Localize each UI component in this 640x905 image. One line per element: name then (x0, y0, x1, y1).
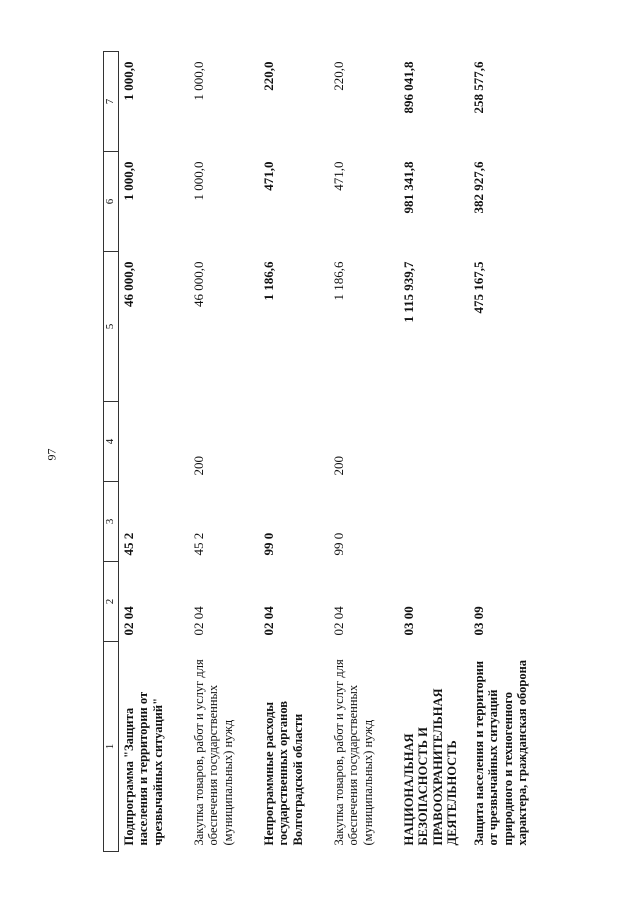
amount-col5: 46 000,0 (191, 261, 206, 307)
target-code (399, 482, 469, 562)
column-header: 7 (104, 52, 119, 152)
column-header: 3 (104, 482, 119, 562)
row-name: НАЦИОНАЛЬНАЯ БЕЗОПАСНОСТЬ И ПРАВООХРАНИТЕЛЬНАЯ ДЕЯТЕЛЬНОСТЬ (402, 688, 460, 846)
amount-col7: 220,0 (261, 61, 276, 91)
rotated-table-wrapper (103, 52, 530, 852)
amount-col6: 1 000,0 (191, 161, 206, 201)
amount-col7: 220,0 (331, 61, 346, 91)
table-row (329, 52, 399, 852)
expense-type-code: 200 (331, 456, 346, 476)
section-code: 02 04 (191, 606, 206, 636)
amount-col7: 1 000,0 (191, 61, 206, 101)
page-number: 97 (44, 448, 59, 461)
section-code: 03 00 (401, 606, 416, 636)
row-name: Закупка товаров, работ и услуг для обеспечения государственных (муниципальных) нужд (192, 659, 235, 846)
budget-table (103, 51, 545, 852)
amount-col6: 981 341,8 (401, 161, 416, 214)
amount-col6: 471,0 (261, 161, 276, 191)
expense-type-code (119, 402, 190, 482)
table-header-row (104, 52, 119, 852)
table-row (259, 52, 329, 852)
section-code: 02 04 (121, 606, 136, 636)
section-code: 03 09 (471, 606, 486, 636)
row-name: Защита населения и территории от чрезвычайных ситуаций природного и техногенного характера, гражданская оборона (472, 659, 530, 846)
amount-col7: 258 577,6 (471, 61, 486, 114)
row-name: Подпрограмма "Защита населения и территории от чрезвычайных ситуаций" (122, 691, 165, 846)
amount-col6: 382 927,6 (471, 161, 486, 214)
section-code: 02 04 (261, 606, 276, 636)
table-row (119, 52, 190, 852)
section-code: 02 04 (331, 606, 346, 636)
amount-col6: 1 000,0 (121, 161, 136, 201)
target-code: 45 2 (191, 532, 206, 556)
amount-col5: 1 115 939,7 (401, 261, 416, 323)
table-row (399, 52, 469, 852)
table-row (189, 52, 259, 852)
amount-col5: 46 000,0 (121, 261, 136, 307)
column-header: 2 (104, 562, 119, 642)
column-header: 4 (104, 402, 119, 482)
expense-type-code (259, 402, 329, 482)
column-header: 5 (104, 252, 119, 402)
target-code: 99 0 (261, 532, 276, 556)
target-code: 99 0 (331, 532, 346, 556)
amount-col7: 1 000,0 (121, 61, 136, 101)
amount-col5: 1 186,6 (331, 261, 346, 301)
amount-col7: 896 041,8 (401, 61, 416, 114)
expense-type-code (399, 402, 469, 482)
target-code: 45 2 (121, 532, 136, 556)
expense-type-code (469, 402, 545, 482)
amount-col6: 471,0 (331, 161, 346, 191)
column-header: 6 (104, 152, 119, 252)
table-row (469, 52, 545, 852)
target-code (469, 482, 545, 562)
expense-type-code: 200 (191, 456, 206, 476)
amount-col5: 475 167,5 (471, 261, 486, 314)
column-header: 1 (104, 642, 119, 852)
amount-col5: 1 186,6 (261, 261, 276, 301)
row-name: Непрограммные расходы государственных органов Волгоградской области (262, 700, 305, 846)
row-name: Закупка товаров, работ и услуг для обеспечения государственных (муниципальных) нужд (332, 659, 375, 846)
